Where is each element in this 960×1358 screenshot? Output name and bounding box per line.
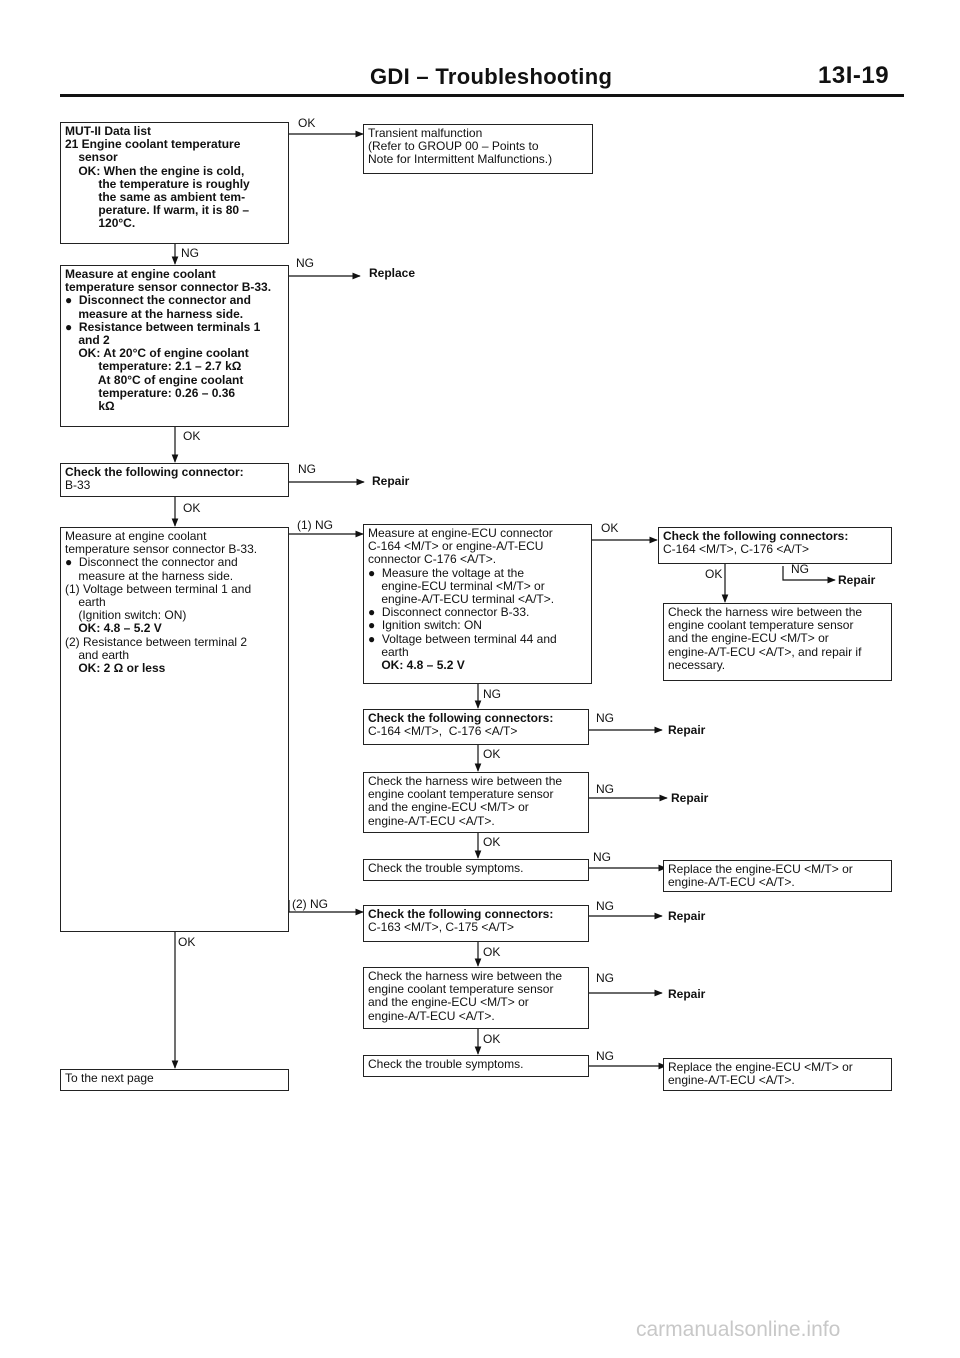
box-line: temperature: 0.26 – 0.36 [65,385,236,400]
replace-ecu-1-box [663,860,892,892]
branch-label-ng: NG [181,246,199,260]
action-replace: Replace [369,266,416,280]
branch-label-ok: OK [298,116,316,130]
branch-label-ng: NG [483,687,501,701]
box-line: and earth [65,647,130,662]
box-line: (Ignition switch: ON) [65,608,187,623]
box-line: the temperature is roughly [65,176,250,191]
box-line: engine-A/T-ECU terminal <A/T>. [368,592,555,607]
trouble-symptoms-1-box [363,859,589,881]
branch-label-ng: NG [596,971,614,985]
box-line: connector C-176 <A/T>. [368,552,497,567]
check-c164-mid-box [363,709,589,745]
action-repair: Repair [671,791,709,805]
box-line: C-164 <M/T>, C-176 <A/T> [663,542,810,557]
box-line: engine-A/T-ECU <A/T>, and repair if [668,644,862,659]
box-line: (Refer to GROUP 00 – Points to [368,139,539,154]
box-line: Check the following connectors: [368,711,554,725]
box-line: Replace the engine-ECU <M/T> or [668,862,853,876]
box-line: 120°C. [65,216,136,231]
box-line: perature. If warm, it is 80 – [65,203,250,218]
box-line: engine coolant temperature sensor [368,787,554,802]
box-line: Check the trouble symptoms. [368,1057,524,1071]
box-line: engine-A/T-ECU <A/T>. [368,1008,495,1023]
action-repair: Repair [668,987,706,1001]
box-line: engine-A/T-ECU <A/T>. [668,1073,795,1088]
box-line: Transient malfunction [368,126,483,140]
box-line: OK: 4.8 – 5.2 V [368,658,465,673]
box-line: (1) Voltage between terminal 1 and [65,581,252,596]
box-line: ● Disconnect connector B-33. [368,605,530,620]
branch-label-ok: OK [483,1032,501,1046]
box-line: OK: 4.8 – 5.2 V [65,621,162,636]
measure-ecu-box [363,524,592,684]
branch-label-ng: NG [596,782,614,796]
box-line: 21 Engine coolant temperature [65,137,241,152]
harness-right-box [663,603,892,681]
box-line: At 80°C of engine coolant [65,372,244,387]
branch-label-ng: NG [593,850,611,864]
check-connector-b33-box [60,463,289,497]
branch-label-ng: NG [298,462,316,476]
branch-label-ng: NG [791,562,809,576]
box-line: OK: At 20°C of engine coolant [65,346,249,361]
box-line: Check the harness wire between the [368,774,563,788]
box-line: and the engine-ECU <M/T> or [668,631,829,646]
box-line: temperature sensor connector B-33. [65,280,272,295]
branch-label-ng: (1) NG [297,518,333,532]
branch-label-ok: OK [483,945,501,959]
transient-malfunction-box [363,124,593,174]
box-line: earth [368,644,409,659]
action-repair: Repair [668,909,706,923]
box-line: and 2 [65,333,110,348]
box-line: necessary. [668,657,726,672]
box-line: engine-A/T-ECU <A/T>. [668,875,795,890]
branch-label-ng: NG [296,256,314,270]
box-line: engine coolant temperature sensor [368,982,554,997]
box-line: engine-A/T-ECU <A/T>. [368,813,495,828]
action-repair: Repair [372,474,410,488]
check-c164-right-box [658,527,892,564]
branch-label-ok: OK [178,935,196,949]
branch-label-ok: OK [483,835,501,849]
box-line: C-164 <M/T>, C-176 <A/T> [368,724,518,739]
box-line: temperature sensor connector B-33. [65,542,258,557]
box-line: ● Ignition switch: ON [368,618,482,633]
box-line: Note for Intermittent Malfunctions.) [368,152,553,167]
box-line: Check the following connectors: [663,529,849,543]
box-line: measure at the harness side. [65,306,244,321]
branch-label-ng: NG [596,899,614,913]
box-line: (2) Resistance between terminal 2 [65,634,248,649]
box-line: measure at the harness side. [65,568,234,583]
action-repair: Repair [838,573,876,587]
box-line: Measure at engine coolant [65,267,216,281]
box-line: To the next page [65,1071,154,1085]
box-line: kΩ [65,399,115,414]
branch-label-ok: OK [483,747,501,761]
box-line: engine coolant temperature sensor [668,618,854,633]
branch-label-ok: OK [183,429,201,443]
box-line: C-164 <M/T> or engine-A/T-ECU [368,539,544,554]
box-line: Check the following connectors: [368,907,554,921]
box-line: the same as ambient tem- [65,190,246,205]
box-line: ● Disconnect the connector and [65,293,251,308]
to-next-page-box [60,1069,289,1091]
box-line: Check the harness wire between the [668,605,863,619]
box-line: ● Voltage between terminal 44 and [368,631,557,646]
watermark: carmanualsonline.info [636,1318,841,1341]
branch-label-ok: OK [705,567,723,581]
branch-label-ng: NG [596,1049,614,1063]
branch-label-ok: OK [183,501,201,515]
box-line: temperature: 2.1 – 2.7 kΩ [65,359,242,374]
harness-mid1-box [363,772,589,833]
box-line: Check the following connector: [65,465,244,479]
page-title: GDI – Troubleshooting [370,64,613,89]
measure-sensor-connector-box [60,265,289,427]
replace-ecu-2-box [663,1058,892,1091]
box-line: ● Disconnect the connector and [65,555,238,570]
box-line: Replace the engine-ECU <M/T> or [668,1060,853,1074]
box-line: OK: 2 Ω or less [65,661,166,676]
check-c163-box [363,905,589,942]
box-line: B-33 [65,478,91,493]
branch-label-ng: (2) NG [292,897,328,911]
harness-mid2-box [363,967,589,1029]
box-line: sensor [65,150,118,165]
box-line: earth [65,595,106,610]
box-line: OK: When the engine is cold, [65,163,245,178]
box-line: and the engine-ECU <M/T> or [368,800,529,815]
measure-voltage-box [60,527,289,932]
box-line: ● Measure the voltage at the [368,565,525,580]
trouble-symptoms-2-box [363,1055,589,1077]
box-line: and the engine-ECU <M/T> or [368,995,529,1010]
box-line: Measure at engine-ECU connector [368,526,553,540]
box-line: ● Resistance between terminals 1 [65,319,261,334]
action-repair: Repair [668,723,706,737]
box-line: Check the harness wire between the [368,969,563,983]
mut-data-list-box [60,122,289,244]
box-line: Check the trouble symptoms. [368,861,524,875]
branch-label-ok: OK [601,521,619,535]
page-number: 13I-19 [818,62,890,89]
branch-label-ng: NG [596,711,614,725]
box-line: C-163 <M/T>, C-175 <A/T> [368,920,515,935]
box-line: MUT-II Data list [65,124,152,138]
box-line: engine-ECU terminal <M/T> or [368,578,545,593]
box-line: Measure at engine coolant [65,529,207,543]
